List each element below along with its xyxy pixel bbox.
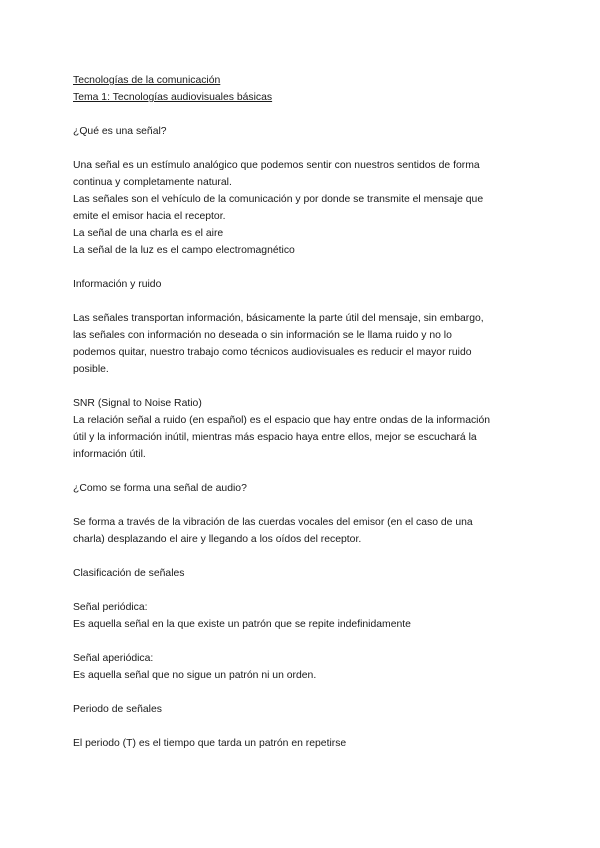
paragraph-line: Las señales transportan información, básicamente la parte útil del mensaje, sin embargo,: [73, 313, 484, 324]
paragraph-line: Las señales son el vehículo de la comunicación y por donde se transmite el mensaje que: [73, 194, 484, 205]
paragraph-line: podemos quitar, nuestro trabajo como técnicos audiovisuales es reducir el mayor ruido: [73, 347, 472, 358]
paragraph-line: charla) desplazando el aire y llegando a los oídos del receptor.: [73, 534, 362, 545]
paragraph-line: posible.: [73, 364, 109, 375]
heading-period: Periodo de señales: [73, 704, 162, 715]
paragraph-line: las señales con información no deseada o sin información se le llama ruido y no lo: [73, 330, 452, 341]
paragraph-line: útil y la información inútil, mientras más espacio haya entre ellos, mejor se escuchará la: [73, 432, 477, 443]
paragraph-line: Se forma a través de la vibración de las cuerdas vocales del emisor (en el caso de una: [73, 517, 473, 528]
paragraph-line: El periodo (T) es el tiempo que tarda un patrón en repetirse: [73, 738, 347, 749]
topic-title: Tema 1: Tecnologías audiovisuales básicas: [73, 92, 273, 103]
paragraph-line: Es aquella señal que no sigue un patrón ni un orden.: [73, 670, 317, 681]
paragraph-line: información útil.: [73, 449, 146, 460]
paragraph-line: continua y completamente natural.: [73, 177, 232, 188]
heading-classification: Clasificación de señales: [73, 568, 185, 579]
heading-snr: SNR (Signal to Noise Ratio): [73, 398, 202, 409]
heading-what-is-signal: ¿Qué es una señal?: [73, 126, 167, 137]
heading-periodic: Señal periódica:: [73, 602, 148, 613]
course-title: Tecnologías de la comunicación: [73, 75, 221, 86]
paragraph-line: La señal de una charla es el aire: [73, 228, 224, 239]
paragraph-line: Una señal es un estímulo analógico que podemos sentir con nuestros sentidos de forma: [73, 160, 480, 171]
paragraph-line: La relación señal a ruido (en español) es el espacio que hay entre ondas de la información: [73, 415, 491, 426]
paragraph-line: Es aquella señal en la que existe un patrón que se repite indefinidamente: [73, 619, 411, 630]
heading-aperiodic: Señal aperiódica:: [73, 653, 154, 664]
heading-audio-signal: ¿Como se forma una señal de audio?: [73, 483, 247, 494]
paragraph-line: La señal de la luz es el campo electromagnético: [73, 245, 295, 256]
paragraph-line: emite el emisor hacia el receptor.: [73, 211, 226, 222]
document-body: [73, 72, 533, 752]
heading-info-noise: Información y ruido: [73, 279, 162, 290]
